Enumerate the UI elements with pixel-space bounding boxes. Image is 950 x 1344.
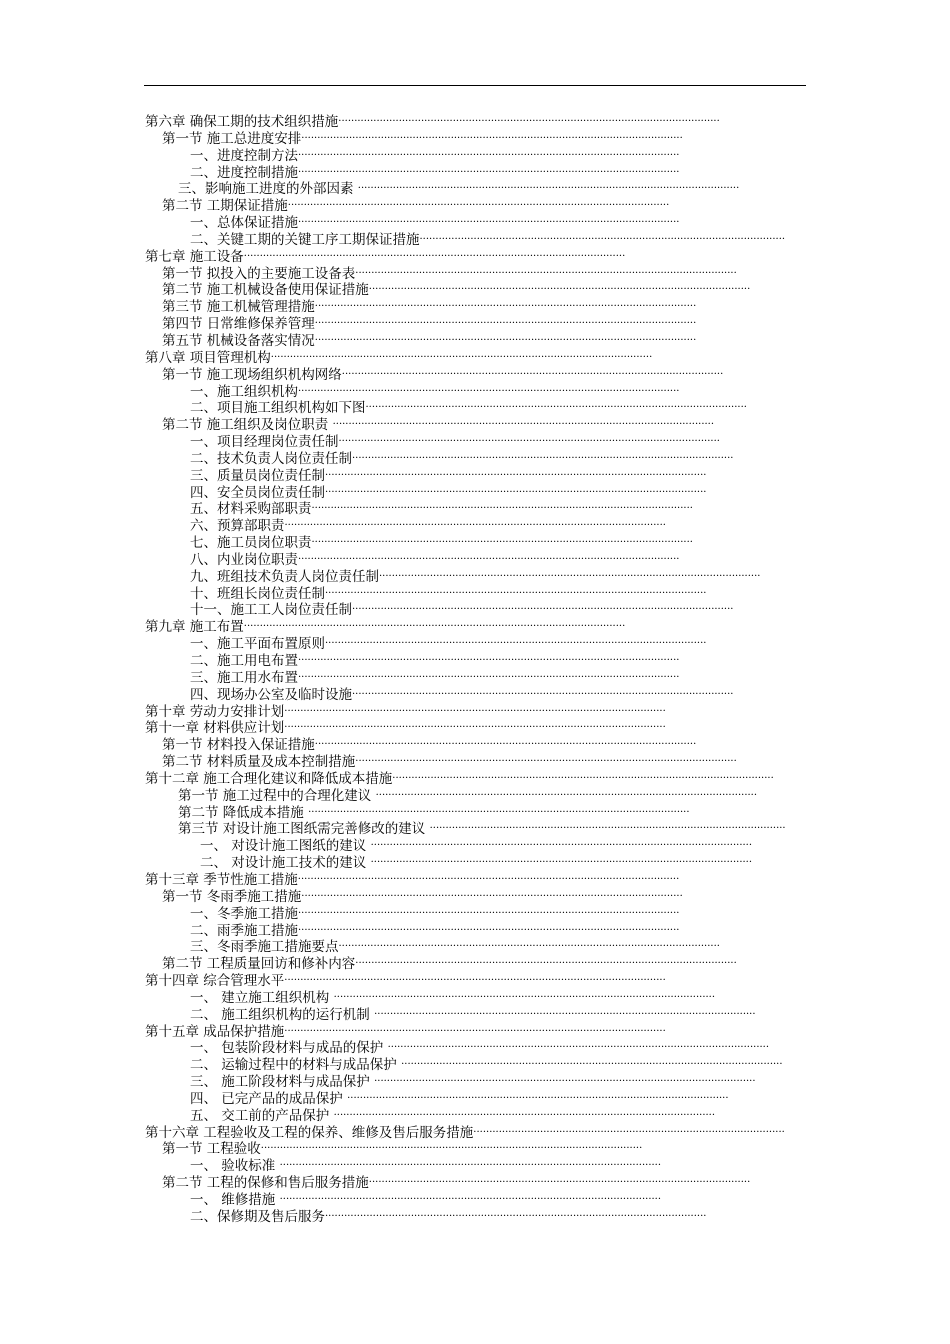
toc-entry-text: 十一、施工工人岗位责任制 ····· [190, 602, 733, 618]
toc-entry[interactable] [145, 889, 785, 906]
toc-entry[interactable] [145, 1074, 785, 1091]
toc-entry[interactable] [145, 569, 785, 586]
toc-entry[interactable] [145, 1040, 785, 1057]
toc-entry[interactable] [145, 367, 785, 384]
toc-entry[interactable] [145, 906, 785, 923]
toc-entry[interactable] [145, 939, 785, 956]
toc-entry-text: 第三节 施工机械管理措施 ····· [162, 299, 696, 315]
toc-entry[interactable] [145, 754, 785, 771]
toc-entry[interactable] [145, 417, 785, 434]
toc-entry[interactable] [145, 670, 785, 687]
toc-entry-text: 第一节 冬雨季施工措施 ····· [162, 889, 683, 905]
toc-entry-text: 第七章 施工设备 ····· [145, 249, 625, 265]
toc-entry[interactable] [145, 333, 785, 350]
toc-entry[interactable] [145, 1125, 785, 1142]
toc-entry[interactable] [145, 1209, 785, 1226]
toc-entry[interactable] [145, 451, 785, 468]
toc-entry-text: 二、施工用电布置 ····· [190, 653, 679, 669]
toc-entry[interactable] [145, 1057, 785, 1074]
toc-entry-text: 一、进度控制方法 ····· [190, 148, 679, 164]
table-of-contents [145, 114, 785, 1226]
toc-entry-text: 一、 包装阶段材料与成品的保护 ····· [190, 1040, 769, 1056]
toc-entry-text: 六、预算部职责 ····· [190, 518, 666, 534]
toc-entry-text: 第十一章 材料供应计划 ····· [145, 720, 666, 736]
toc-entry-text: 一、 建立施工组织机构 ····· [190, 990, 715, 1006]
toc-entry-text: 一、 验收标准 ····· [190, 1158, 661, 1174]
toc-entry[interactable] [145, 131, 785, 148]
toc-entry[interactable] [145, 485, 785, 502]
toc-entry-text: 第八章 项目管理机构 ····· [145, 350, 652, 366]
toc-entry[interactable] [145, 1024, 785, 1041]
toc-entry-text: 第一节 施工现场组织机构网络 ····· [162, 367, 723, 383]
toc-entry[interactable] [145, 1141, 785, 1158]
toc-entry[interactable] [145, 838, 785, 855]
toc-entry-text: 四、 已完产品的成品保护 ····· [190, 1091, 729, 1107]
toc-entry-text: 第二节 降低成本措施 ····· [178, 805, 690, 821]
toc-entry-text: 三、影响施工进度的外部因素 ····· [178, 181, 739, 197]
toc-entry[interactable] [145, 468, 785, 485]
toc-entry[interactable] [145, 872, 785, 889]
toc-entry-text: 一、总体保证措施 ····· [190, 215, 679, 231]
toc-entry-text: 二、项目施工组织机构如下图 ····· [190, 400, 747, 416]
toc-entry[interactable] [145, 788, 785, 805]
toc-entry-text: 第二节 工期保证措施 ····· [162, 198, 669, 214]
toc-entry[interactable] [145, 923, 785, 940]
toc-entry[interactable] [145, 249, 785, 266]
toc-entry[interactable] [145, 704, 785, 721]
toc-entry-text: 二、 对设计施工技术的建议 ····· [200, 855, 752, 871]
toc-entry-text: 一、 维修措施 ····· [190, 1192, 661, 1208]
toc-entry-text: 第十三章 季节性施工措施 ····· [145, 872, 679, 888]
toc-entry[interactable] [145, 114, 785, 131]
toc-entry[interactable] [145, 636, 785, 653]
toc-entry-text: 第三节 对设计施工图纸需完善修改的建议 ····· [178, 821, 785, 837]
toc-entry-text: 第一节 施工总进度安排 ····· [162, 131, 683, 147]
toc-entry[interactable] [145, 805, 785, 822]
toc-entry[interactable] [145, 165, 785, 182]
toc-entry-text: 第十六章 工程验收及工程的保养、维修及售后服务措施 ····· [145, 1125, 785, 1141]
toc-entry-text: 第九章 施工布置 ····· [145, 619, 625, 635]
toc-entry-text: 二、关键工期的关键工序工期保证措施 ····· [190, 232, 785, 248]
toc-entry-text: 第十二章 施工合理化建议和降低成本措施 ····· [145, 771, 774, 787]
toc-entry-text: 八、内业岗位职责 ····· [190, 552, 679, 568]
toc-entry-text: 第一节 拟投入的主要施工设备表 ····· [162, 266, 737, 282]
toc-entry-text: 二、保修期及售后服务 ····· [190, 1209, 706, 1225]
toc-entry[interactable] [145, 434, 785, 451]
toc-entry[interactable] [145, 653, 785, 670]
toc-entry-text: 十、班组长岗位责任制 ····· [190, 586, 706, 602]
toc-entry[interactable] [145, 316, 785, 333]
toc-entry[interactable] [145, 1091, 785, 1108]
toc-entry-text: 第二节 施工机械设备使用保证措施 ····· [162, 282, 750, 298]
toc-entry[interactable] [145, 586, 785, 603]
toc-entry-text: 一、 对设计施工图纸的建议 ····· [200, 838, 752, 854]
toc-entry-text: 第五节 机械设备落实情况 ····· [162, 333, 696, 349]
toc-entry-text: 二、进度控制措施 ····· [190, 165, 679, 181]
toc-entry-text: 第一节 施工过程中的合理化建议 ····· [178, 788, 757, 804]
toc-entry[interactable] [145, 350, 785, 367]
toc-entry[interactable] [145, 771, 785, 788]
toc-entry[interactable] [145, 299, 785, 316]
toc-entry-text: 第四节 日常维修保养管理 ····· [162, 316, 696, 332]
toc-entry[interactable] [145, 619, 785, 636]
toc-entry-text: 五、 交工前的产品保护 ····· [190, 1108, 715, 1124]
toc-entry-text: 五、材料采购部职责 ····· [190, 501, 693, 517]
toc-entry-text: 九、班组技术负责人岗位责任制 ····· [190, 569, 760, 585]
toc-entry-text: 一、施工平面布置原则 ····· [190, 636, 706, 652]
toc-entry-text: 二、技术负责人岗位责任制 ····· [190, 451, 733, 467]
toc-entry-text: 七、施工员岗位职责 ····· [190, 535, 693, 551]
toc-entry-text: 第二节 施工组织及岗位职责 ····· [162, 417, 714, 433]
toc-entry[interactable] [145, 1108, 785, 1125]
toc-entry-text: 第二节 工程质量回访和修补内容 ····· [162, 956, 737, 972]
toc-entry[interactable] [145, 535, 785, 552]
toc-entry-text: 一、项目经理岗位责任制 ····· [190, 434, 720, 450]
toc-entry[interactable] [145, 501, 785, 518]
toc-entry[interactable] [145, 232, 785, 249]
toc-entry-text: 一、施工组织机构 ····· [190, 384, 679, 400]
toc-entry[interactable] [145, 1007, 785, 1024]
toc-entry-text: 二、 施工组织机构的运行机制 ····· [190, 1007, 756, 1023]
toc-entry[interactable] [145, 990, 785, 1007]
toc-entry[interactable] [145, 552, 785, 569]
toc-entry[interactable] [145, 1192, 785, 1209]
toc-entry-text: 第二节 材料质量及成本控制措施 ····· [162, 754, 737, 770]
toc-entry[interactable] [145, 687, 785, 704]
toc-entry[interactable] [145, 855, 785, 872]
toc-entry-text: 三、 施工阶段材料与成品保护 ····· [190, 1074, 756, 1090]
toc-entry-text: 三、质量员岗位责任制 ····· [190, 468, 706, 484]
toc-entry[interactable] [145, 181, 785, 198]
toc-entry[interactable] [145, 215, 785, 232]
toc-entry[interactable] [145, 1158, 785, 1175]
toc-entry-text: 第一节 材料投入保证措施 ····· [162, 737, 696, 753]
toc-entry-text: 二、 运输过程中的材料与成品保护 ····· [190, 1057, 783, 1073]
toc-entry-text: 三、施工用水布置 ····· [190, 670, 679, 686]
toc-entry[interactable] [145, 198, 785, 215]
toc-entry[interactable] [145, 282, 785, 299]
toc-entry-text: 二、雨季施工措施 ····· [190, 923, 679, 939]
toc-entry[interactable] [145, 602, 785, 619]
toc-entry-text: 四、现场办公室及临时设施 ····· [190, 687, 733, 703]
toc-entry-text: 第二节 工程的保修和售后服务措施 ····· [162, 1175, 750, 1191]
toc-entry-text: 第十五章 成品保护措施 ····· [145, 1024, 666, 1040]
toc-entry[interactable] [145, 148, 785, 165]
toc-entry[interactable] [145, 266, 785, 283]
toc-entry-text: 第六章 确保工期的技术组织措施 ····· [145, 114, 720, 130]
toc-entry[interactable] [145, 821, 785, 838]
header-rule [144, 85, 806, 86]
toc-entry[interactable] [145, 384, 785, 401]
toc-entry[interactable] [145, 400, 785, 417]
toc-entry-text: 第十章 劳动力安排计划 ····· [145, 704, 666, 720]
toc-entry-text: 三、冬雨季施工措施要点 ····· [190, 939, 720, 955]
toc-entry-text: 第一节 工程验收 ····· [162, 1141, 642, 1157]
toc-entry-text: 四、安全员岗位责任制 ····· [190, 485, 706, 501]
toc-entry[interactable] [145, 1175, 785, 1192]
toc-entry-text: 第十四章 综合管理水平 ····· [145, 973, 666, 989]
toc-entry[interactable] [145, 973, 785, 990]
toc-entry[interactable] [145, 518, 785, 535]
toc-entry-text: 一、冬季施工措施 ····· [190, 906, 679, 922]
toc-entry[interactable] [145, 737, 785, 754]
toc-entry[interactable] [145, 720, 785, 737]
toc-entry[interactable] [145, 956, 785, 973]
